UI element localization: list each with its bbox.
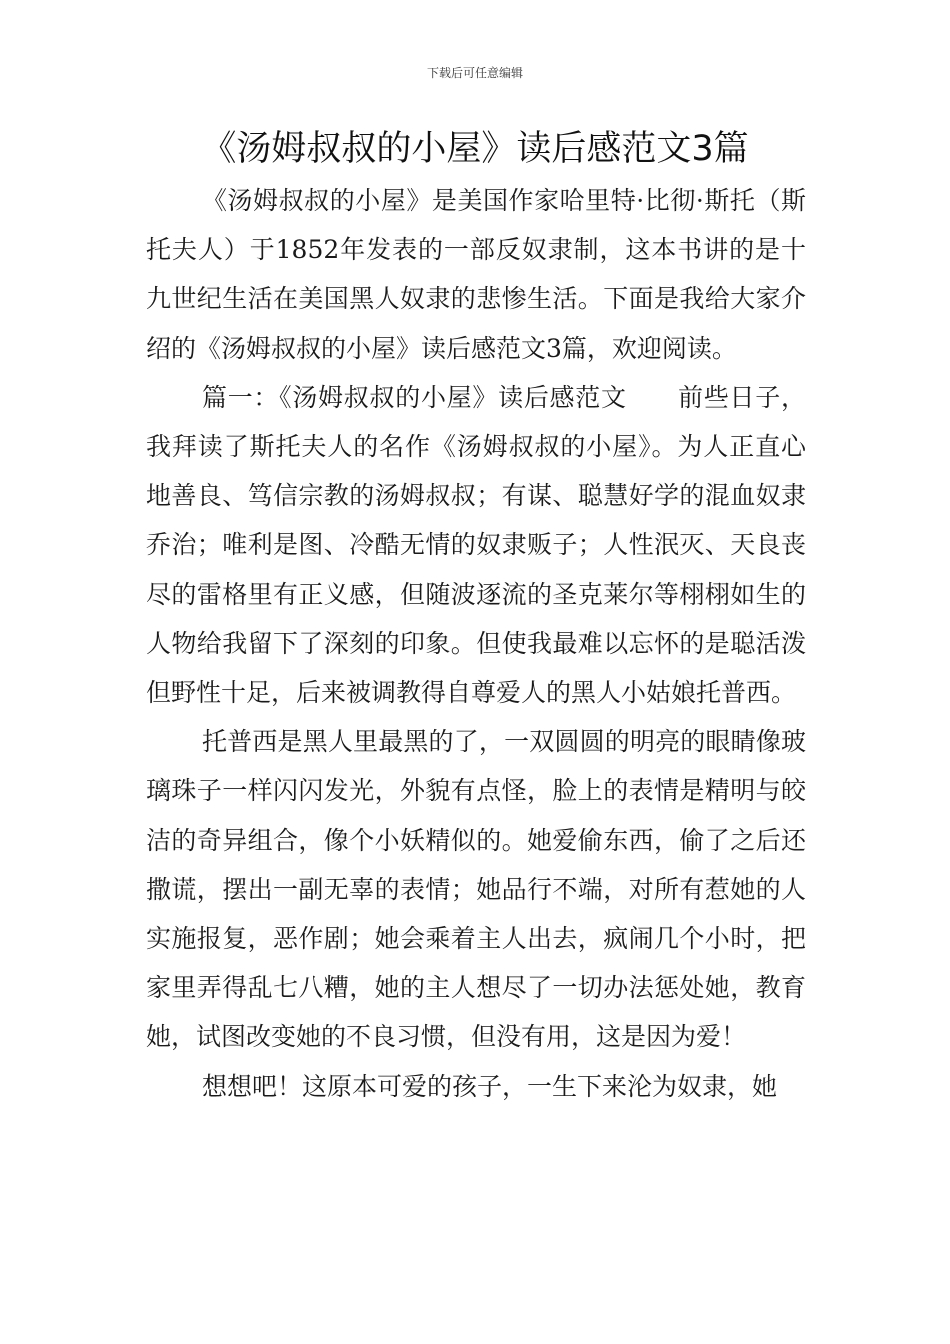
- header-note: 下载后可任意编辑: [426, 66, 523, 80]
- document-body: [146, 176, 806, 1111]
- paragraph-reflection: 想想吧！这原本可爱的孩子，一生下来沦为奴隶，她: [202, 1071, 778, 1101]
- paragraph-part-one: 篇一：《汤姆叔叔的小屋》读后感范文 前些日子，我拜读了斯托夫人的名作《汤姆叔叔的小屋》。为人正直心地善良、笃信宗教的汤姆叔叔；有谋、聪慧好学的混血奴隶乔治；唯利是图、冷酷无情的奴隶贩子；人性泯灭、天良丧尽的雷格里有正义感，但随波逐流的圣克莱尔等栩栩如生的人物给我留下了深刻的印象。但使我最难以忘怀的是聪活泼但野性十足，后来被调教得自尊爱人的黑人小姑娘托普西。: [146, 382, 806, 708]
- paragraph-topsy: 托普西是黑人里最黑的了，一双圆圆的明亮的眼睛像玻璃珠子一样闪闪发光，外貌有点怪，脸上的表情是精明与皎洁的奇异组合，像个小妖精似的。她爱偷东西，偷了之后还撒谎，摆出一副无辜的表情；她品行不端，对所有惹她的人实施报复，恶作剧；她会乘着主人出去，疯闹几个小时，把家里弄得乱七八糟，她的主人想尽了一切办法惩处她，教育她，试图改变她的不良习惯，但没有用，这是因为爱！: [146, 727, 806, 1052]
- document-title: 《汤姆叔叔的小屋》读后感范文3篇: [201, 129, 749, 169]
- paragraph-intro: 《汤姆叔叔的小屋》是美国作家哈里特·比彻·斯托（斯托夫人）于1852年发表的一部反奴隶制，这本书讲的是十九世纪生活在美国黑人奴隶的悲惨生活。下面是我给大家介绍的《汤姆叔叔的小屋》读后感范文3篇，欢迎阅读。: [146, 186, 806, 363]
